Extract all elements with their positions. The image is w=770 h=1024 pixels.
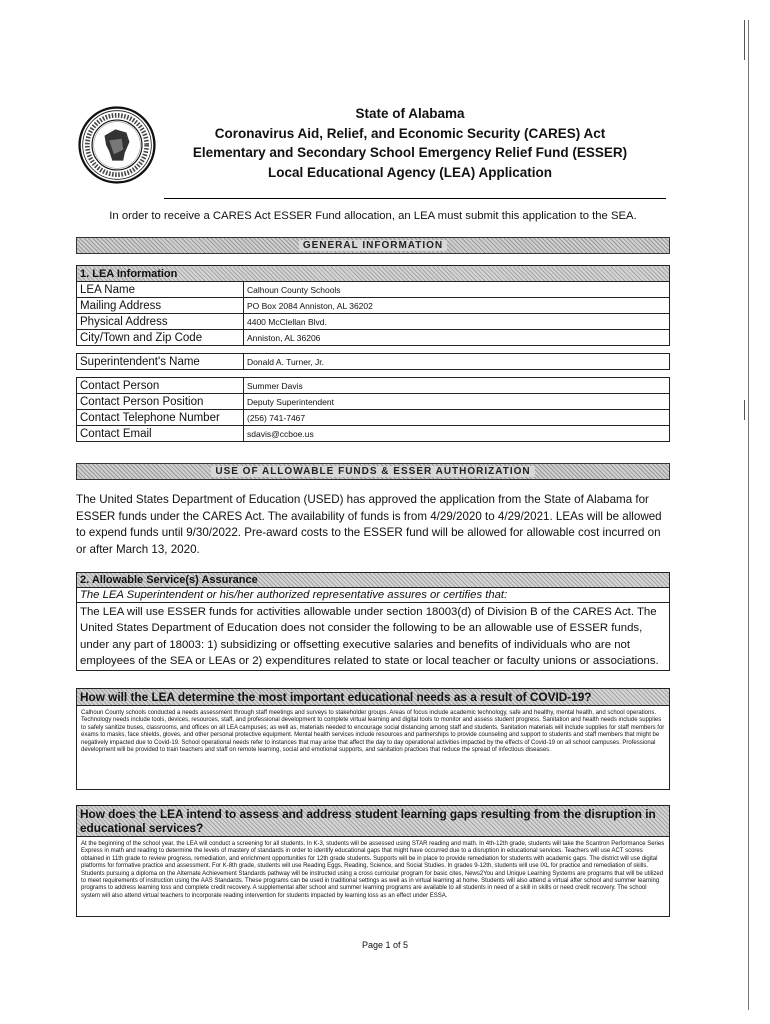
table-row xyxy=(77,282,670,298)
header-act: Coronavirus Aid, Relief, and Economic Security (CARES) Act xyxy=(214,125,606,141)
needs-question-title: How will the LEA determine the most important educational needs as a result of COVID-19? xyxy=(77,689,669,706)
table-gap xyxy=(77,346,670,354)
document-header xyxy=(160,104,660,182)
assurance-body: The LEA will use ESSER funds for activities allowable under section 18003(d) of Division B of the CARES Act. The United States Department of Education does not consider the following to be an allowable use of ESSER funds, under any part of 18003: 1) subsidizing or offsetting executive salaries and benefits of individuals who are not employees of the SEA or LEAs or 2) expenditures related to state or local teacher or faculty unions or associations. xyxy=(80,606,659,667)
row-value: PO Box 2084 Anniston, AL 36202 xyxy=(244,298,670,314)
assurance-section xyxy=(76,572,670,671)
alabama-state-seal-icon xyxy=(78,106,156,184)
row-label: Contact Person Position xyxy=(77,394,244,410)
header-rule xyxy=(164,198,666,199)
row-value: Donald A. Turner, Jr. xyxy=(244,354,670,370)
row-label: Contact Email xyxy=(77,426,244,442)
table-row xyxy=(77,298,670,314)
row-value: (256) 741-7467 xyxy=(244,410,670,426)
lea-information-table xyxy=(76,265,670,442)
row-value: Summer Davis xyxy=(244,378,670,394)
row-value: Deputy Superintendent xyxy=(244,394,670,410)
needs-question-section xyxy=(76,688,670,790)
row-label: Superintendent's Name xyxy=(77,354,244,370)
page-number: Page 1 of 5 xyxy=(361,940,409,950)
general-information-heading: GENERAL INFORMATION xyxy=(299,240,447,251)
learning-gaps-answer: At the beginning of the school year, the LEA will conduct a screening for all students. In K-3, students will be assessed using STAR reading and math. In 4th-12th grade, students will take the Scantron Performance Series Express in math and reading to determine the levels of mastery of standards in order to identify educational gaps that might have occurred due to a disruption in educational services. Teachers will use ACT scores obtained in 11th grade to review progress, remediation, and enrichment opportunities for 12th grade students. Supports will be in place to provide remediation for students with academic gaps. The district will use digital platforms for formative practice and assessment. For K-8th grade, students will use Reading Eggs, Reading, Science, and Social Studies. In grades 9-12th, students will use IXL for practice and remediation of skills. Students pursuing a diploma on the Alternate Achievement Standards pathway will be instructed using a cross curricular program for basic cites, News2You and Unique Learning Systems are programs that will be utilized to meet requirements of instruction using the AAS Standards. These programs can be used in traditional settings as well as in virtual learning at home. Students will also attend a virtual after school and summer learning programs to address learning loss and complete credit recovery. A supplemental after school and summer learning programs are available to all students in need of a skill in skills or need credit recovery. The school system will also attend virtual teachers to incorporate reading intervention for students impacted by learning loss as an effect under ESSA. xyxy=(81,841,665,899)
allowable-funds-band xyxy=(76,463,670,480)
row-label: LEA Name xyxy=(77,282,244,298)
learning-gaps-title: How does the LEA intend to assess and address student learning gaps resulting from the disruption in educational services? xyxy=(77,806,669,837)
row-label: City/Town and Zip Code xyxy=(77,330,244,346)
scan-edge-mark xyxy=(744,20,745,60)
needs-answer-text: Calhoun County schools conducted a needs assessment through staff meetings and surveys to stakeholder groups. Areas of focus include academic technology, safe and healthy, mental health, and school operations. Technology needs include tools, devices, resources, staff, and professional development to complete virtual learning and digital tools to monitor and assess student progress. Sanitation and health needs include supplies to safely sanitize buses, classrooms, and offices on all LEA campuses; as well as, materials needed to encourage social distancing among staff and students. Sanitation materials will include supplies for staff members for exams to masks, face shields, gloves, and other personal protective equipment. Mental health services include resources and partnerships to provide counseling and support to students and staff members that might be negatively impacted due to Covid-19. School operational needs refer to instances that may arise that affect the day to day operational activities impacted by the effects of Covid-19 on all school campuses. Professional development will be provided to train teachers and staff on remote learning, social and emotional supports, and sanitation practices that reduce the spread of infectious diseases. xyxy=(81,710,665,754)
row-label: Contact Person xyxy=(77,378,244,394)
header-application: Local Educational Agency (LEA) Application xyxy=(267,164,553,180)
header-fund: Elementary and Secondary School Emergency Relief Fund (ESSER) xyxy=(192,145,628,160)
assurance-title: 2. Allowable Service(s) Assurance xyxy=(77,573,669,588)
row-value: Calhoun County Schools xyxy=(244,282,670,298)
row-label: Physical Address xyxy=(77,314,244,330)
lea-section-title: 1. LEA Information xyxy=(77,266,670,282)
table-row xyxy=(77,314,670,330)
general-information-band xyxy=(76,237,670,254)
scan-edge-line xyxy=(748,20,749,1010)
lea-section-row xyxy=(77,266,670,282)
table-row xyxy=(77,394,670,410)
learning-gaps-section xyxy=(76,805,670,917)
allowable-funds-heading: USE OF ALLOWABLE FUNDS & ESSER AUTHORIZATION xyxy=(211,466,534,477)
table-row xyxy=(77,378,670,394)
row-label: Contact Telephone Number xyxy=(77,410,244,426)
table-gap xyxy=(77,370,670,378)
row-value: Anniston, AL 36206 xyxy=(244,330,670,346)
table-row xyxy=(77,410,670,426)
table-row xyxy=(77,330,670,346)
scan-edge-mark xyxy=(744,400,745,420)
row-label: Mailing Address xyxy=(77,298,244,314)
assurance-subtitle: The LEA Superintendent or his/her authorized representative assures or certifies that: xyxy=(77,588,669,603)
header-state: State of Alabama xyxy=(355,106,465,121)
table-row xyxy=(77,354,670,370)
intro-text: In order to receive a CARES Act ESSER Fund allocation, an LEA must submit this application to the SEA. xyxy=(109,210,637,222)
row-value: 4400 McClellan Blvd. xyxy=(244,314,670,330)
funds-availability-paragraph: The United States Department of Education (USED) has approved the application from the State of Alabama for ESSER funds under the CARES Act. The availability of funds is from 4/29/2020 to 4/29/2021. LEAs will be allowed to expend funds until 9/30/2022. Pre-award costs to the ESSER fund will be allowed for allowable cost incurred on or after March 13, 2020. xyxy=(76,493,662,556)
table-row xyxy=(77,426,670,442)
row-value: sdavis@ccboe.us xyxy=(244,426,670,442)
